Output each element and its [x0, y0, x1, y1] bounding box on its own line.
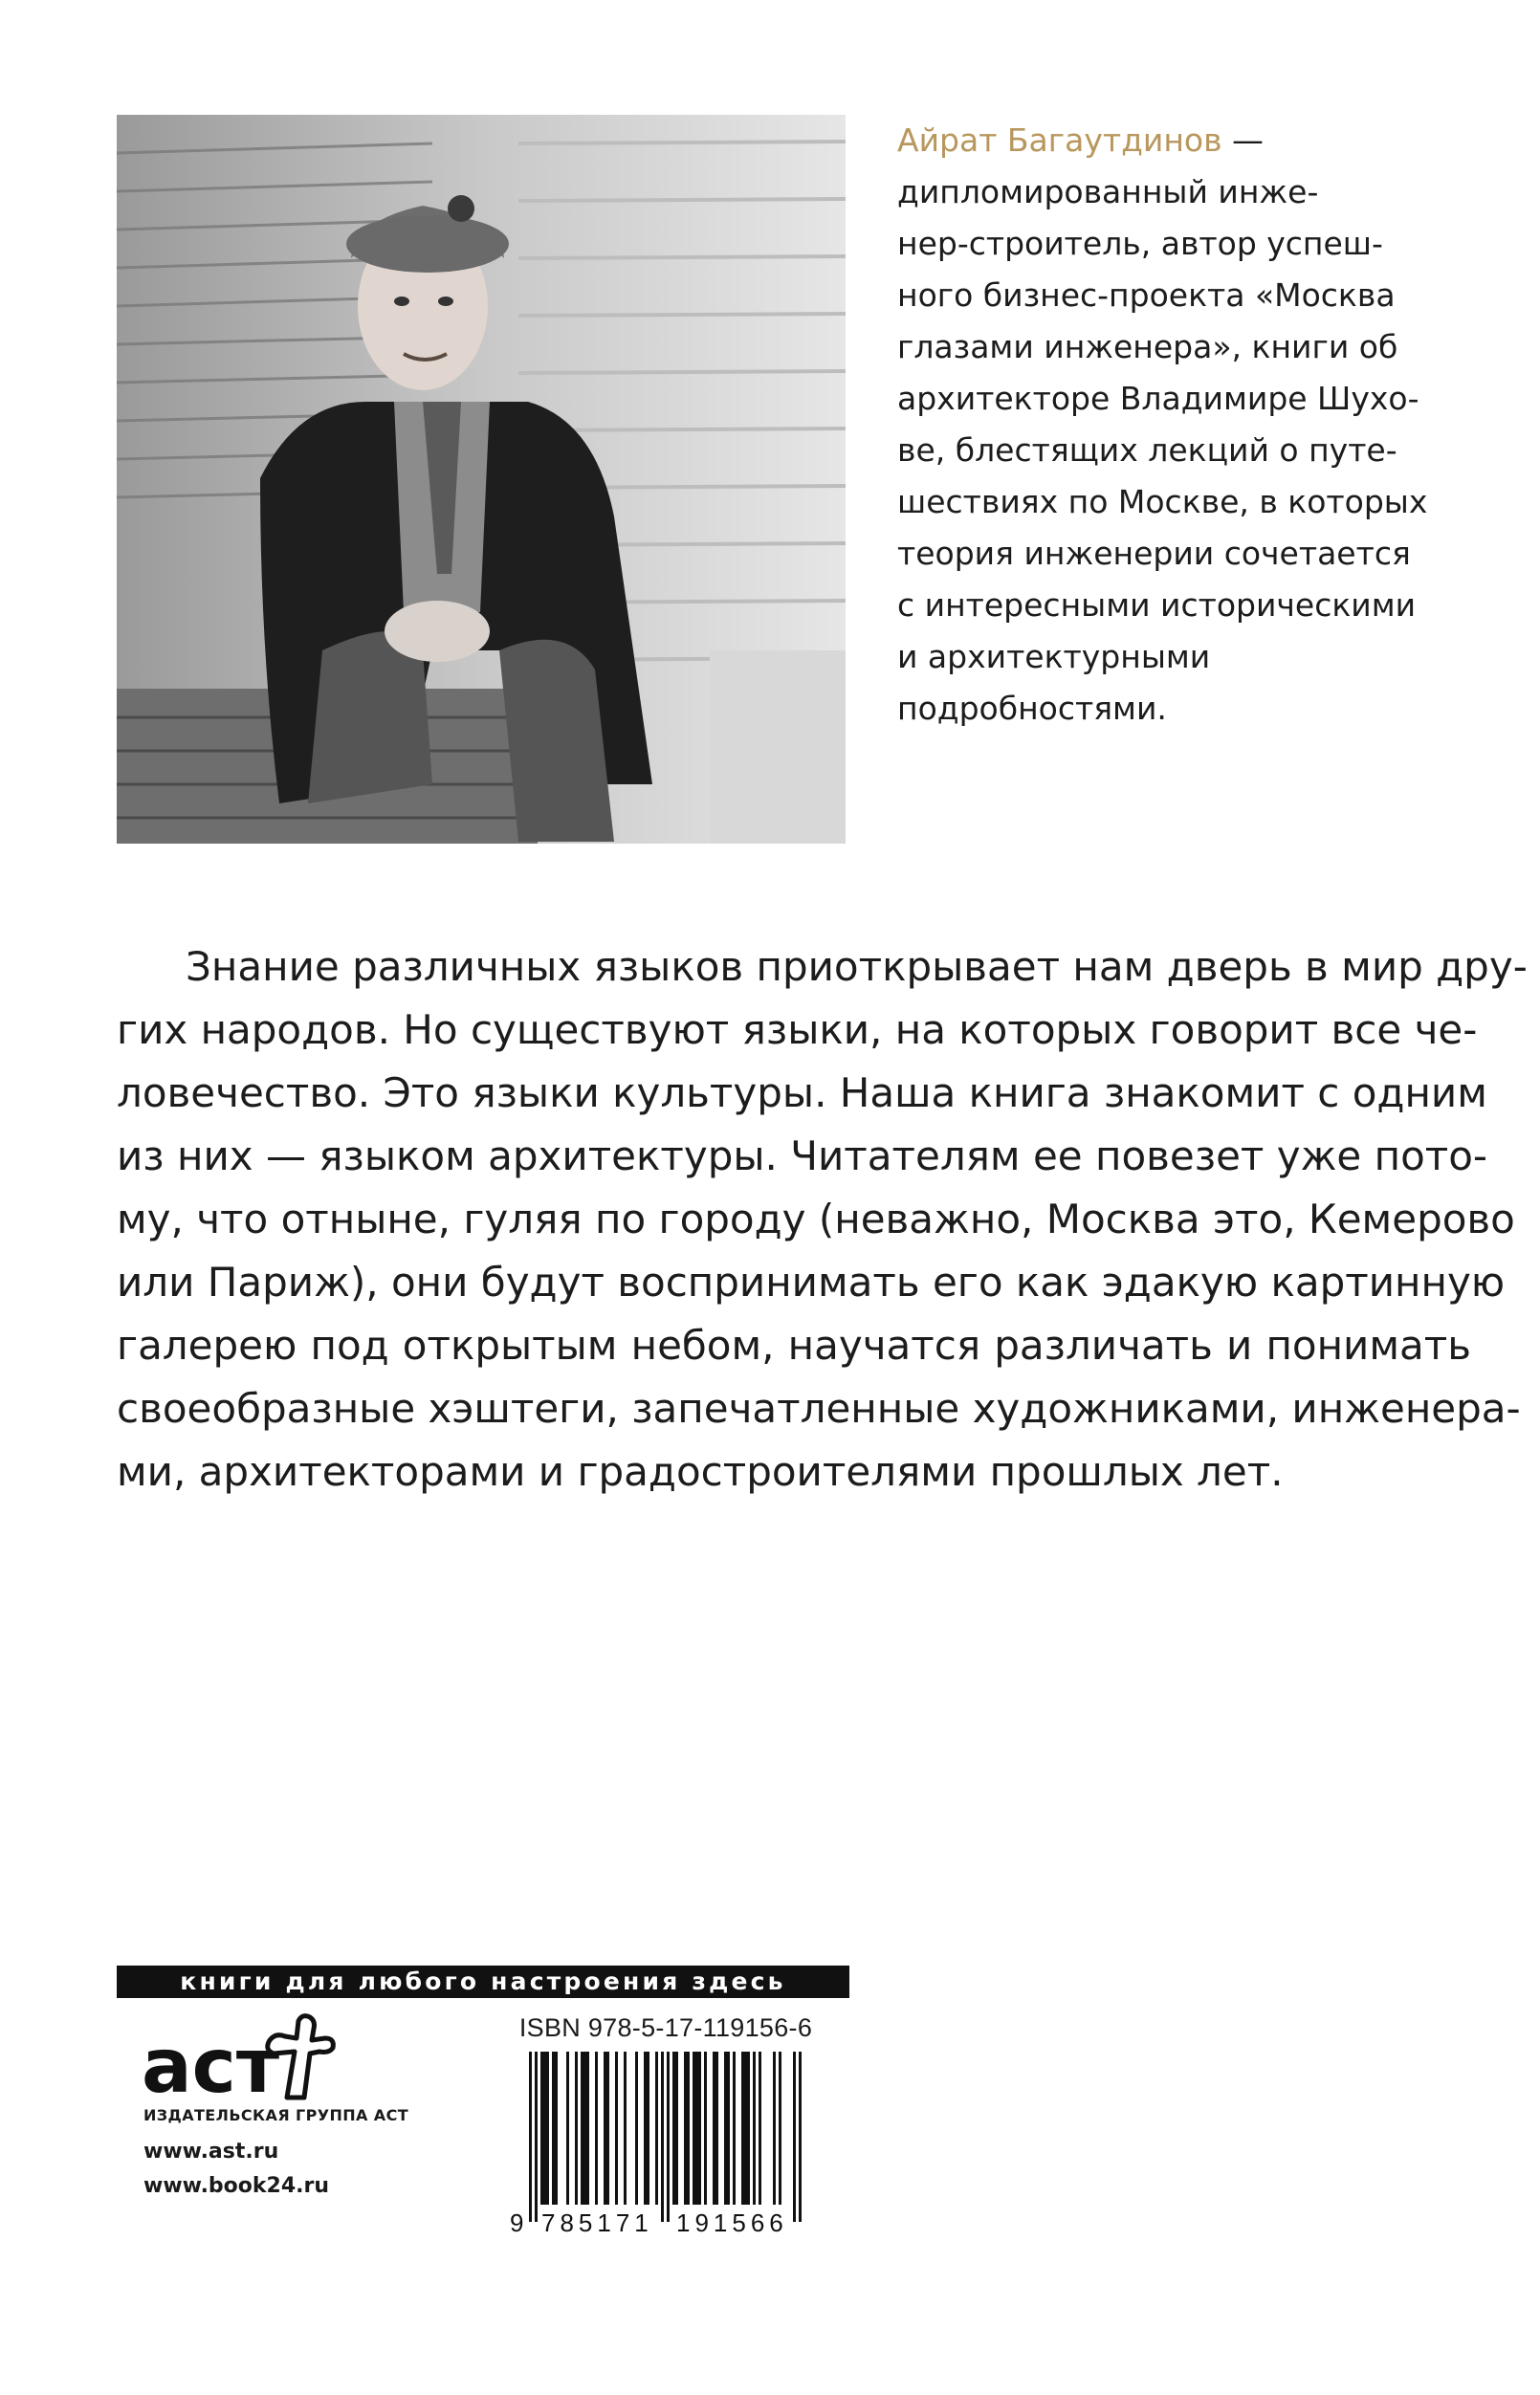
bio-line: и архитектурными — [897, 638, 1211, 675]
barcode-bar — [624, 2052, 627, 2205]
logo-text: аст — [142, 2024, 280, 2104]
barcode-bar — [552, 2052, 555, 2205]
barcode-digits-left: 785171 — [541, 2208, 653, 2235]
barcode-bar — [733, 2052, 736, 2205]
barcode-bar — [675, 2052, 678, 2205]
bio-line: ве, блестящих лекций о путе- — [897, 431, 1397, 469]
isbn-label: ISBN 978-5-17-119156-6 — [518, 2013, 813, 2042]
barcode-bar — [566, 2052, 569, 2205]
barcode-bar — [647, 2052, 649, 2205]
description-line: Знание различных языков приоткрывает нам дверь в мир дру- — [186, 943, 1528, 990]
isbn-barcode — [508, 2052, 824, 2235]
barcode-bar — [727, 2052, 730, 2205]
bio-line: архитекторе Владимире Шухо- — [897, 380, 1419, 417]
barcode-bar — [581, 2052, 583, 2205]
bio-line: подробностями. — [897, 690, 1167, 727]
author-name: Айрат Багаутдинов — [897, 121, 1222, 159]
barcode-bar — [586, 2052, 589, 2205]
barcode-bar — [635, 2052, 638, 2205]
barcode-bar — [575, 2052, 578, 2205]
barcode-bar — [793, 2052, 796, 2222]
publisher-site-book24: www.book24.ru — [143, 2174, 330, 2198]
author-photo — [117, 115, 846, 844]
barcode-bar — [747, 2052, 750, 2205]
barcode-bar — [583, 2052, 586, 2205]
barcode-bar — [693, 2052, 695, 2205]
description-line: из них — языком архитектуры. Читателям ее повезет уже пото- — [117, 1132, 1488, 1179]
barcode-bar — [704, 2052, 707, 2205]
barcode-bar — [606, 2052, 609, 2205]
barcode-digit-lead: 9 — [510, 2208, 529, 2235]
barcode-bar — [543, 2052, 546, 2205]
barcode-bar — [741, 2052, 744, 2205]
book-description — [117, 935, 1528, 1504]
description-line: гих народов. Но существуют языки, на которых говорит все че- — [117, 1006, 1478, 1053]
description-line: галерею под открытым небом, научатся различать и понимать — [117, 1322, 1471, 1369]
bio-line: нер-строитель, автор успеш- — [897, 225, 1383, 262]
barcode-bar — [555, 2052, 558, 2205]
description-line: му, что отныне, гуляя по городу (неважно, Москва это, Кемерово — [117, 1196, 1515, 1242]
barcode-bar — [799, 2052, 802, 2222]
description-line: или Париж), они будут воспринимать его как эдакую картинную — [117, 1259, 1506, 1306]
slogan-bar: книги для любого настроения здесь — [117, 1966, 849, 1998]
description-line: ми, архитекторами и градостроителями прошлых лет. — [117, 1448, 1284, 1495]
barcode-bar — [667, 2052, 670, 2222]
barcode-bar — [661, 2052, 664, 2222]
barcode-bar — [535, 2052, 538, 2222]
barcode-bar — [724, 2052, 727, 2205]
barcode-bar — [644, 2052, 647, 2205]
barcode-graphic — [508, 2052, 824, 2235]
bio-line: с интересными историческими — [897, 586, 1417, 624]
bio-line: ного бизнес-проекта «Москва — [897, 276, 1396, 314]
barcode-bar — [529, 2052, 532, 2222]
bio-line-first — [897, 115, 1471, 166]
barcode-bar — [546, 2052, 549, 2205]
barcode-bar — [672, 2052, 675, 2205]
author-bio — [897, 115, 1471, 735]
description-line: своеобразные хэштеги, запечатленные художниками, инженера- — [117, 1385, 1521, 1432]
barcode-bar — [715, 2052, 718, 2205]
ast-logo-icon — [142, 2013, 390, 2104]
bio-line: дипломированный инже- — [897, 173, 1319, 210]
barcode-bar — [744, 2052, 747, 2205]
barcode-digits-right: 191566 — [676, 2208, 788, 2235]
description-line: ловечество. Это языки культуры. Наша книга знакомит с одним — [117, 1069, 1487, 1116]
barcode-bar — [753, 2052, 756, 2205]
barcode-bar — [615, 2052, 618, 2205]
publisher-name: ИЗДАТЕЛЬСКАЯ ГРУППА АСТ — [143, 2106, 409, 2124]
barcode-bar — [759, 2052, 761, 2205]
barcode-bar — [655, 2052, 658, 2205]
barcode-bar — [604, 2052, 606, 2205]
barcode-bar — [779, 2052, 781, 2205]
barcode-bar — [540, 2052, 543, 2205]
bio-line: теория инженерии сочетается — [897, 535, 1411, 572]
barcode-bar — [713, 2052, 715, 2205]
barcode-bar — [684, 2052, 687, 2205]
bio-line: шествиях по Москве, в которых — [897, 483, 1428, 520]
barcode-bar — [595, 2052, 598, 2205]
barcode-bar — [698, 2052, 701, 2205]
barcode-bar — [695, 2052, 698, 2205]
barcode-bar — [687, 2052, 690, 2205]
barcode-bar — [773, 2052, 776, 2205]
bio-dash: — — [1221, 121, 1265, 159]
publisher-logo — [142, 2013, 390, 2104]
bio-line: глазами инженера», книги об — [897, 328, 1398, 365]
publisher-site-ast: www.ast.ru — [143, 2140, 279, 2164]
